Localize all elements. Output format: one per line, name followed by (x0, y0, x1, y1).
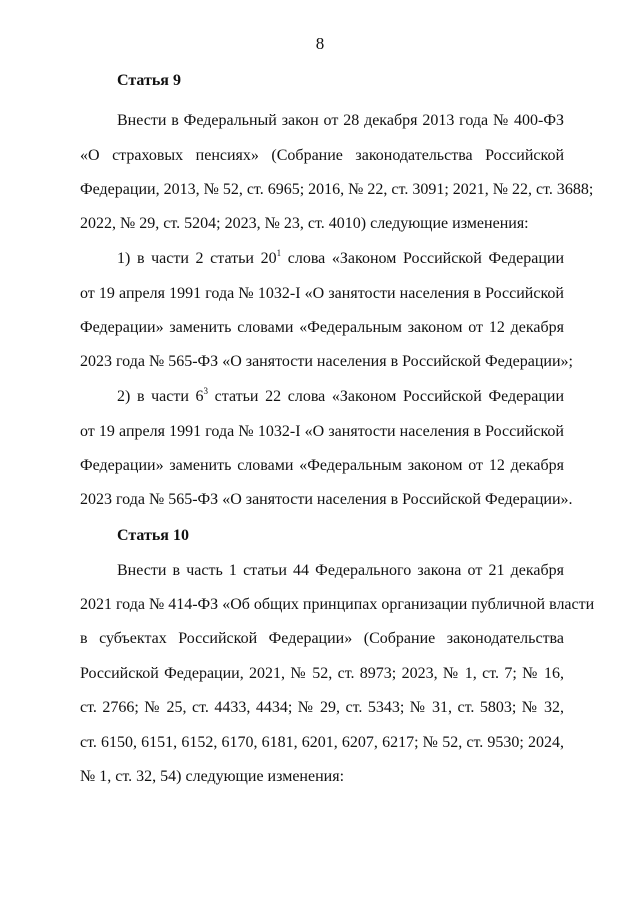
article-10-line: ст. 6150, 6151, 6152, 6170, 6181, 6201, 6207, 6217; № 52, ст. 9530; 2024, (80, 734, 564, 751)
article-9-item-1-line: от 19 апреля 1991 года № 1032-I «О занятости населения в Российской (80, 285, 564, 302)
article-9-item-2-line (117, 388, 564, 406)
page-number: 8 (315, 34, 325, 53)
article-9-item-1-line (117, 250, 564, 268)
item-1-text-before: 1) в части 2 статьи 20 (117, 250, 277, 267)
article-10-line: Российской Федерации, 2021, № 52, ст. 8973; 2023, № 1, ст. 7; № 16, (80, 665, 564, 682)
article-10-line: Внести в часть 1 статьи 44 Федерального закона от 21 декабря (117, 562, 564, 579)
item-2-text-after: статьи 22 слова «Законом Российской Федерации (208, 388, 565, 405)
article-9-item-2-line: от 19 апреля 1991 года № 1032-I «О занятости населения в Российской (80, 423, 564, 440)
article-9-item-2-line: 2023 года № 565-ФЗ «О занятости населения в Российской Федерации». (80, 491, 573, 508)
item-2-superscript: 3 (203, 386, 209, 396)
article-9-intro-line: Федерации, 2013, № 52, ст. 6965; 2016, № 22, ст. 3091; 2021, № 22, ст. 3688; (80, 181, 594, 198)
article-9-item-2-line: Федерации» заменить словами «Федеральным законом от 12 декабря (80, 457, 564, 474)
article-9-item-1-line: Федерации» заменить словами «Федеральным законом от 12 декабря (80, 319, 564, 336)
item-1-superscript: 1 (276, 248, 282, 258)
article-9-heading: Статья 9 (117, 72, 181, 89)
item-1-text-after: слова «Законом Российской Федерации (281, 250, 565, 267)
article-10-line: в субъектах Российской Федерации» (Собрание законодательства (80, 630, 564, 647)
article-10-line: № 1, ст. 32, 54) следующие изменения: (80, 768, 345, 785)
article-9-intro-line: Внести в Федеральный закон от 28 декабря 2013 года № 400-ФЗ (117, 112, 564, 129)
article-9-intro-line: «О страховых пенсиях» (Собрание законодательства Российской (80, 147, 564, 164)
article-9-item-1-line: 2023 года № 565-ФЗ «О занятости населения в Российской Федерации»; (80, 353, 573, 370)
article-9-intro-line: 2022, № 29, ст. 5204; 2023, № 23, ст. 4010) следующие изменения: (80, 215, 529, 232)
article-10-line: ст. 2766; № 25, ст. 4433, 4434; № 29, ст. 5343; № 31, ст. 5803; № 32, (80, 699, 564, 716)
article-10-line: 2021 года № 414-ФЗ «Об общих принципах организации публичной власти (80, 596, 595, 613)
item-2-text-before: 2) в части 6 (117, 388, 204, 405)
article-10-heading: Статья 10 (117, 527, 189, 544)
